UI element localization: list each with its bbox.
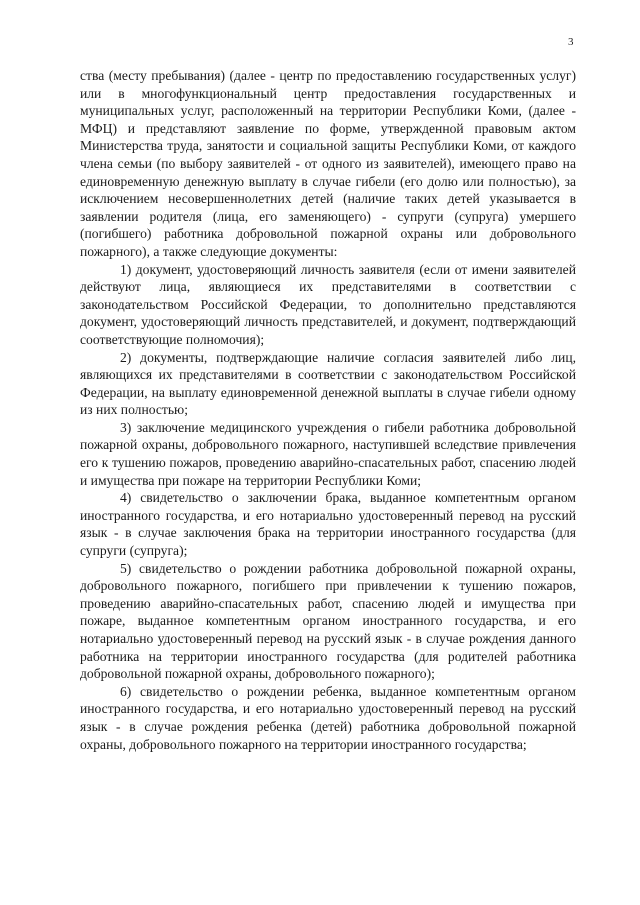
paragraph-continuation: ства (месту пребывания) (далее - центр по предоставлению государственных услуг) или в многофункциональный центр предоставления государственных и муниципальных услуг, расположенный на территории Республики Коми, (далее - МФЦ) и представляют заявление по форме, утвержденной правовым актом Министерства труда, занятости и социальной защиты Республики Коми, от каждого члена семьи (по выбору заявителей - от одного из заявителей), имеющего право на единовременную денежную выплату в случае гибели (его долю или полностью), за исключением несовершеннолетних детей (наличие таких детей указывается в заявлении родителя (лица, его заменяющего) - супруги (супруга) умершего (погибшего) работника добровольной пожарной охраны или добровольного пожарного), а также следующие документы: (80, 68, 576, 259)
document-body (80, 67, 576, 753)
paragraph-item-2: 2) документы, подтверждающие наличие согласия заявителей либо лиц, являющихся их представителями в соответствии с законодательством Российской Федерации, на выплату единовременной денежной выплаты в случае гибели одному из них полностью; (80, 349, 576, 418)
paragraph-item-5: 5) свидетельство о рождении работника добровольной пожарной охраны, добровольного пожарного, погибшего при привлечении к тушению пожаров, проведению аварийно-спасательных работ, спасению людей и имущества при пожаре, выданное компетентным органом иностранного государства, и его нотариально удостоверенный перевод на русский язык - в случае рождения данного работника на территории иностранного государства (для родителей работника добровольной пожарной охраны, добровольного пожарного); (80, 560, 576, 682)
paragraph-item-3: 3) заключение медицинского учреждения о гибели работника добровольной пожарной охраны, добровольного пожарного, наступившей вследствие привлечения его к тушению пожаров, проведению аварийно-спасательных работ, спасению людей и имущества при пожаре на территории Республики Коми; (80, 419, 576, 488)
paragraph-item-6: 6) свидетельство о рождении ребенка, выданное компетентным органом иностранного государства, и его нотариально удостоверенный перевод на русский язык - в случае рождения ребенка (детей) работника добровольной пожарной охраны, добровольного пожарного на территории иностранного государства; (80, 683, 576, 752)
paragraph-item-4: 4) свидетельство о заключении брака, выданное компетентным органом иностранного государства, и его нотариально удостоверенный перевод на русский язык - в случае заключения брака на территории иностранного государства (для супруги (супруга); (80, 490, 576, 559)
page-number: 3 (568, 36, 574, 48)
paragraph-item-1: 1) документ, удостоверяющий личность заявителя (если от имени заявителей действуют лица, являющиеся их представителями в соответствии с законодательством Российской Федерации, то дополнительно представляются документ, удостоверяющий личность представителей, и документ, подтверждающий соответствующие полномочия); (80, 261, 576, 347)
